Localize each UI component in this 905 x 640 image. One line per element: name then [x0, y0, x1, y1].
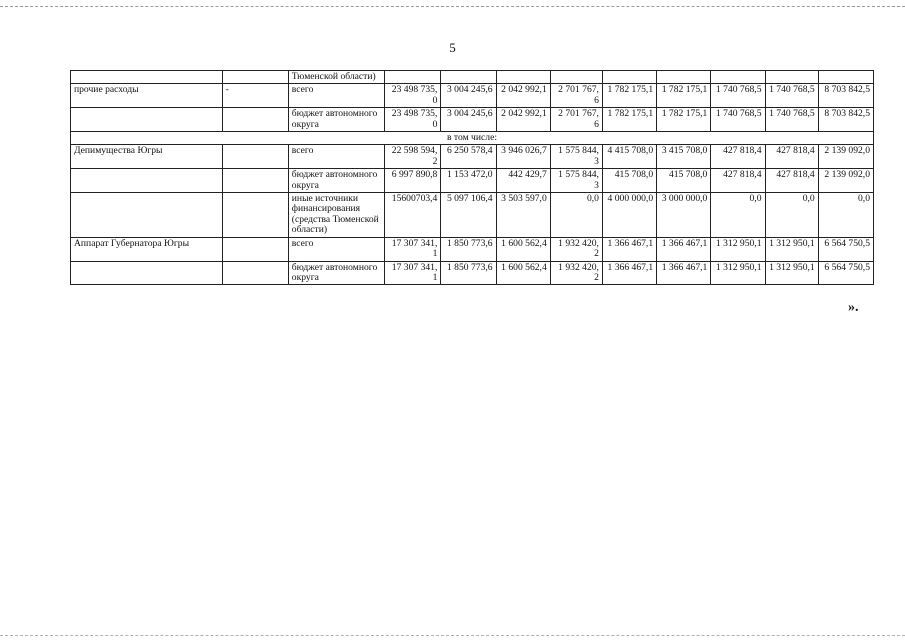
table-cell: 3 503 597,0 — [496, 193, 550, 238]
table-cell: 2 042 992,1 — [496, 84, 550, 108]
table-cell: 1 782 175,1 — [657, 84, 711, 108]
closing-quote: ». — [848, 300, 859, 315]
table-cell — [765, 71, 818, 84]
table-cell: 0,0 — [765, 193, 818, 238]
table-cell: 3 415 708,0 — [657, 145, 711, 169]
table-cell — [711, 71, 765, 84]
budget-table — [70, 70, 874, 285]
table-cell — [222, 108, 288, 132]
table-cell: 427 818,4 — [765, 169, 818, 193]
table-cell: 415 708,0 — [602, 169, 656, 193]
table-cell: 22 598 594, 2 — [385, 145, 441, 169]
table-cell: 8 703 842,5 — [818, 108, 873, 132]
scan-border-bottom — [0, 635, 905, 636]
table-cell — [71, 261, 223, 285]
table-cell — [222, 71, 288, 84]
table-cell — [222, 261, 288, 285]
table-row — [71, 193, 874, 238]
table-cell: 3 000 000,0 — [657, 193, 711, 238]
table-cell — [222, 145, 288, 169]
table-cell: 3 004 245,6 — [441, 84, 496, 108]
table-row — [71, 71, 874, 84]
table-cell: 17 307 341, 1 — [385, 237, 441, 261]
table-cell: 1 782 175,1 — [657, 108, 711, 132]
table-cell: 1 740 768,5 — [765, 108, 818, 132]
table-cell: 1 312 950,1 — [765, 237, 818, 261]
table-cell: 1 740 768,5 — [711, 108, 765, 132]
table-cell: 427 818,4 — [711, 145, 765, 169]
table-cell — [602, 71, 656, 84]
table-cell: 4 000 000,0 — [602, 193, 656, 238]
table-cell — [71, 193, 223, 238]
table-cell: 1 366 467,1 — [657, 237, 711, 261]
table-cell: 415 708,0 — [657, 169, 711, 193]
table-cell: 1 932 420, 2 — [550, 237, 602, 261]
table-cell: 2 139 092,0 — [818, 145, 873, 169]
table-row — [71, 237, 874, 261]
table-cell: 5 097 106,4 — [441, 193, 496, 238]
table-cell: 17 307 341, 1 — [385, 261, 441, 285]
table-cell: 1 366 467,1 — [602, 237, 656, 261]
table-row — [71, 108, 874, 132]
table-cell: 3 946 026,7 — [496, 145, 550, 169]
table-cell: бюджет автономного округа — [288, 169, 384, 193]
table-cell — [441, 71, 496, 84]
table-row — [71, 169, 874, 193]
table-cell: 3 004 245,6 — [441, 108, 496, 132]
table-cell: 1 600 562,4 — [496, 237, 550, 261]
table-cell: 1 740 768,5 — [765, 84, 818, 108]
table-cell — [818, 71, 873, 84]
table-cell: 0,0 — [711, 193, 765, 238]
table-cell — [550, 71, 602, 84]
table-cell: 1 153 472,0 — [441, 169, 496, 193]
table-cell: 2 042 992,1 — [496, 108, 550, 132]
table-cell: 8 703 842,5 — [818, 84, 873, 108]
table-cell: Тюменской области) — [288, 71, 384, 84]
table-cell: 15600703,4 — [385, 193, 441, 238]
table-cell — [385, 71, 441, 84]
table-cell — [71, 169, 223, 193]
table-cell: 427 818,4 — [765, 145, 818, 169]
table-cell: всего — [288, 237, 384, 261]
table-cell: 1 366 467,1 — [602, 261, 656, 285]
table-cell: 1 600 562,4 — [496, 261, 550, 285]
table-row — [71, 261, 874, 285]
table-cell: Аппарат Губернатора Югры — [71, 237, 223, 261]
table-cell: прочие расходы — [71, 84, 223, 108]
table-cell: 1 575 844, 3 — [550, 169, 602, 193]
scan-border-top — [0, 6, 905, 7]
table-cell: 1 366 467,1 — [657, 261, 711, 285]
table-cell: 4 415 708,0 — [602, 145, 656, 169]
table-cell: бюджет автономного округа — [288, 261, 384, 285]
table-body — [71, 71, 874, 285]
table-cell — [496, 71, 550, 84]
subheader-cell: в том числе: — [71, 132, 874, 145]
table-cell: 1 312 950,1 — [711, 237, 765, 261]
table-cell: 0,0 — [550, 193, 602, 238]
table-cell: 23 498 735, 0 — [385, 108, 441, 132]
table-cell — [222, 169, 288, 193]
table-cell: 2 701 767, 6 — [550, 108, 602, 132]
table-cell: 0,0 — [818, 193, 873, 238]
page-number: 5 — [449, 40, 456, 55]
table-cell: всего — [288, 84, 384, 108]
table-cell — [657, 71, 711, 84]
table-cell: бюджет автономного округа — [288, 108, 384, 132]
table-cell: 1 782 175,1 — [602, 84, 656, 108]
table-cell: Депимущества Югры — [71, 145, 223, 169]
table-row — [71, 84, 874, 108]
table-cell: иные источники финансирования (средства Тюменской области) — [288, 193, 384, 238]
table-cell: всего — [288, 145, 384, 169]
table-cell: 1 850 773,6 — [441, 261, 496, 285]
table-cell: 23 498 735, 0 — [385, 84, 441, 108]
table-cell: 1 740 768,5 — [711, 84, 765, 108]
table-cell — [71, 71, 223, 84]
table-cell: 1 850 773,6 — [441, 237, 496, 261]
table-row-subheader — [71, 132, 874, 145]
table-cell: 1 312 950,1 — [711, 261, 765, 285]
table-cell: 1 312 950,1 — [765, 261, 818, 285]
table-cell: 1 575 844, 3 — [550, 145, 602, 169]
table-cell: - — [222, 84, 288, 108]
table-cell: 6 250 578,4 — [441, 145, 496, 169]
table-cell: 6 997 890,8 — [385, 169, 441, 193]
table-cell — [222, 237, 288, 261]
table-cell: 2 701 767, 6 — [550, 84, 602, 108]
table-cell: 6 564 750,5 — [818, 261, 873, 285]
table-cell: 442 429,7 — [496, 169, 550, 193]
table-cell: 2 139 092,0 — [818, 169, 873, 193]
table-row — [71, 145, 874, 169]
table-cell — [222, 193, 288, 238]
table-cell — [71, 108, 223, 132]
table-cell: 1 782 175,1 — [602, 108, 656, 132]
table-cell: 1 932 420, 2 — [550, 261, 602, 285]
table-cell: 427 818,4 — [711, 169, 765, 193]
table-cell: 6 564 750,5 — [818, 237, 873, 261]
